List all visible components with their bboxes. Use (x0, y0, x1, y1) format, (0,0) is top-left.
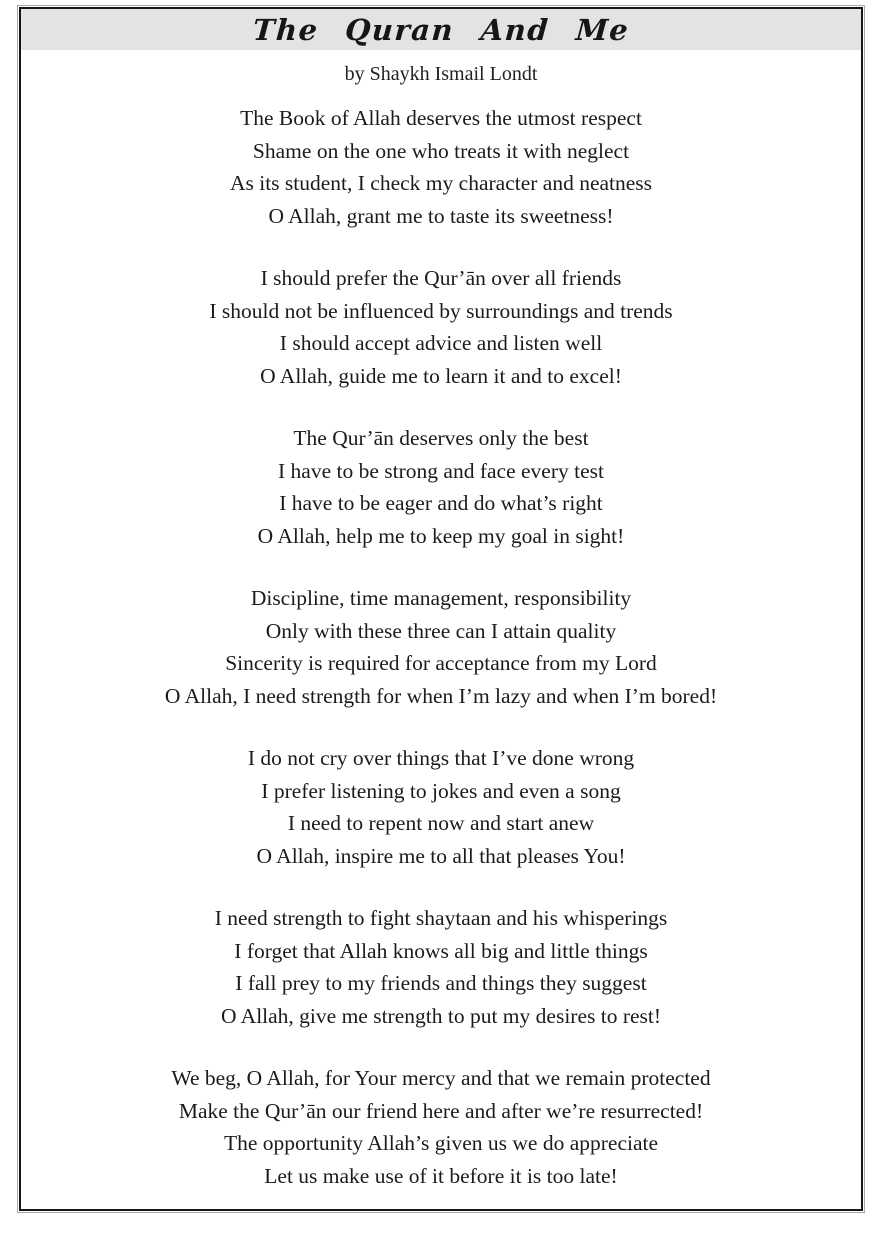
stanza-5 (21, 742, 861, 872)
poem-line: Only with these three can I attain quality (265, 618, 617, 643)
poem-body (21, 102, 861, 1192)
poem-line: I should accept advice and listen well (279, 331, 603, 355)
title-band (21, 9, 861, 50)
poem-line: O Allah, help me to keep my goal in sight! (257, 523, 625, 548)
poem-line: We beg, O Allah, for Your mercy and that we remain protected (171, 1066, 711, 1090)
poem-line: I need strength to fight shaytaan and his whisperings (214, 906, 668, 930)
stanza-7 (21, 1062, 861, 1192)
poem-line: Sincerity is required for acceptance from my Lord (225, 651, 657, 675)
poem-sheet (19, 7, 863, 1211)
poem-title: The Quran And Me (251, 12, 631, 47)
poem-line: I should prefer the Qur’ān over all friends (260, 266, 622, 290)
stanza-4 (21, 582, 861, 712)
poem-line: Shame on the one who treats it with neglect (252, 138, 630, 163)
poem-line: I do not cry over things that I’ve done wrong (247, 746, 635, 770)
poem-line: O Allah, guide me to learn it and to excel! (260, 363, 622, 388)
poem-line: Let us make use of it before it is too late! (264, 1163, 618, 1188)
stanza-3 (21, 422, 861, 552)
poem-line: I should not be influenced by surroundings and trends (209, 298, 673, 323)
stanza-2 (21, 262, 861, 392)
poem-line: O Allah, inspire me to all that pleases You! (256, 843, 626, 868)
poem-line: I forget that Allah knows all big and little things (234, 938, 648, 963)
poem-line: I fall prey to my friends and things they suggest (235, 971, 647, 995)
poem-line: Discipline, time management, responsibility (250, 586, 632, 610)
poem-line: The Qur’ān deserves only the best (293, 426, 589, 450)
poem-line: The opportunity Allah’s given us we do appreciate (223, 1131, 659, 1155)
poem-line: I need to repent now and start anew (287, 811, 595, 835)
stanza-6 (21, 902, 861, 1032)
poem-line: O Allah, I need strength for when I’m lazy and when I’m bored! (164, 683, 718, 708)
poem-line: I have to be strong and face every test (278, 458, 604, 483)
poem-line: The Book of Allah deserves the utmost respect (240, 106, 642, 130)
stanza-1 (21, 102, 861, 232)
poem-line: I have to be eager and do what’s right (279, 491, 603, 515)
byline: by Shaykh Ismail Londt (344, 63, 538, 85)
poem-line: As its student, I check my character and neatness (229, 171, 653, 195)
poem-line: Make the Qur’ān our friend here and after we’re resurrected! (178, 1098, 704, 1123)
poem-line: O Allah, grant me to taste its sweetness! (268, 203, 614, 228)
poem-line: I prefer listening to jokes and even a song (261, 778, 621, 803)
poem-line: O Allah, give me strength to put my desires to rest! (220, 1003, 662, 1028)
